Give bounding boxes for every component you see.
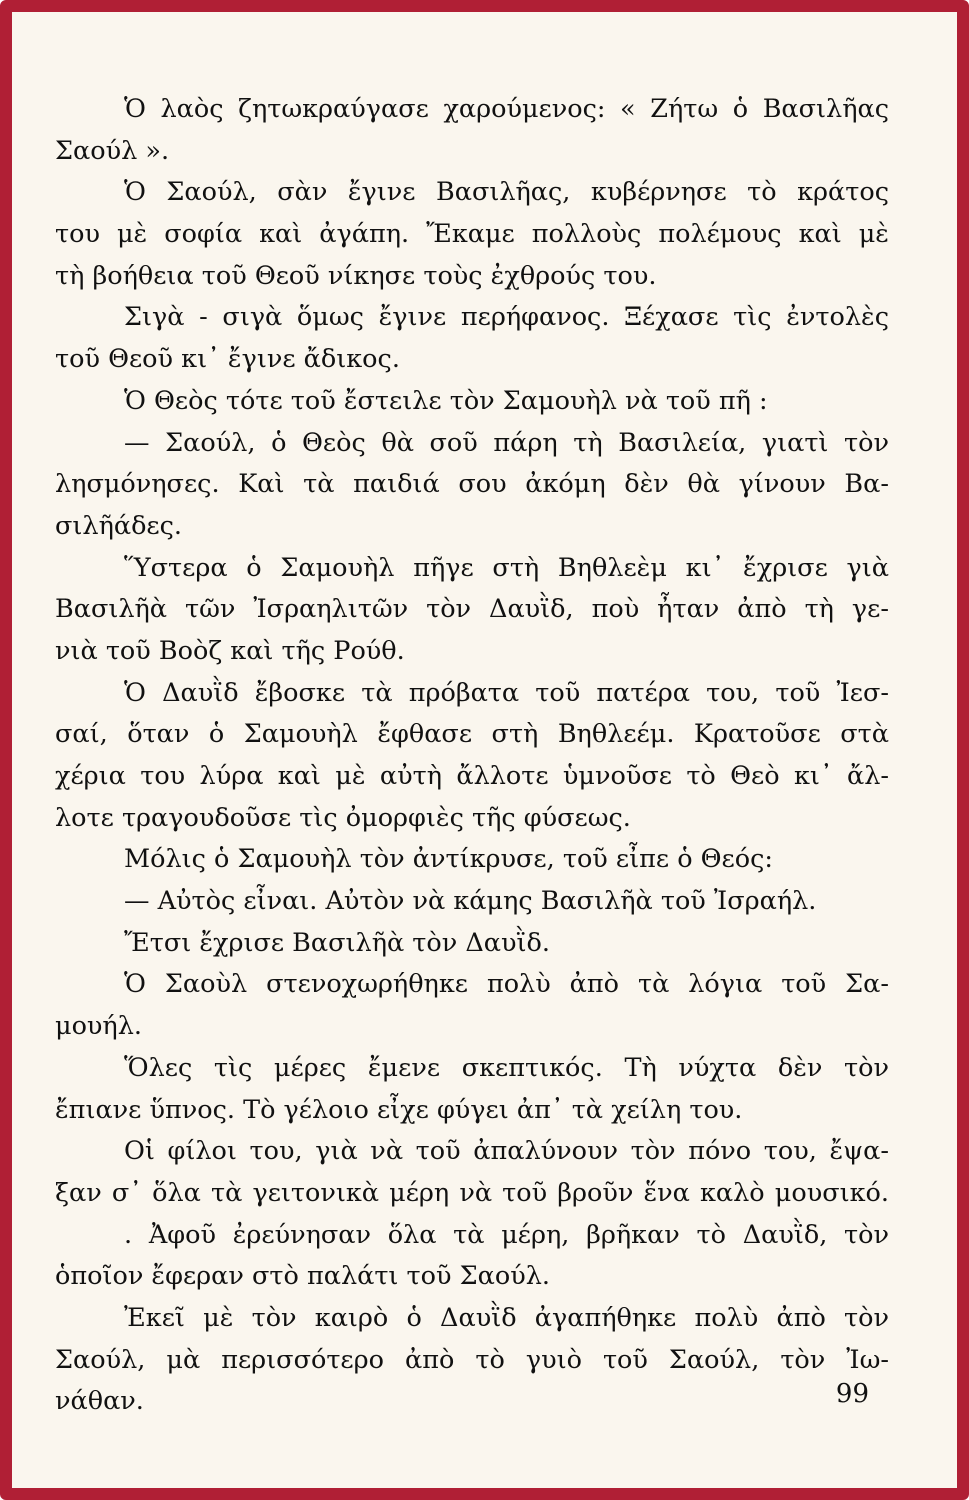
text-line: νάθαν. — [55, 1386, 144, 1417]
text-line: νιὰ τοῦ Βοὸζ καὶ τῆς Ρούθ. — [55, 635, 405, 666]
text-line: χέρια του λύρα καὶ μὲ αὐτὴ ἄλλοτε ὑμνοῦσε τὸ Θεὸ κι᾽ ἄλ- — [55, 761, 889, 791]
text-line: Ὁ Δαυῒδ ἔβοσκε τὰ πρόβατα τοῦ πατέρα του, τοῦ Ἰεσ- — [124, 677, 889, 708]
page-number: 99 — [835, 1379, 869, 1409]
text-line: Βασιλῆὰ τῶν Ἰσραηλιτῶν τὸν Δαυῒδ, ποὺ ἦταν ἀπὸ τὴ γε- — [55, 594, 889, 625]
text-line: Ἐκεῖ μὲ τὸν καιρὸ ὁ Δαυῒδ ἀγαπήθηκε πολὺ ἀπὸ τὸν — [124, 1302, 889, 1333]
text-line: ἔπιανε ὕπνος. Τὸ γέλοιο εἶχε φύγει ἀπ᾽ τὰ χείλη του. — [55, 1094, 743, 1125]
text-line: — Σαούλ, ὁ Θεὸς θὰ σοῦ πάρη τὴ Βασιλεία, γιατὶ τὸν — [124, 427, 889, 458]
text-line: Ἔτσι ἔχρισε Βασιλῆὰ τὸν Δαυῒδ. — [124, 927, 550, 958]
text-line: Ὁ Σαούλ, σὰν ἔγινε Βασιλῆας, κυβέρνησε τὸ κράτος — [124, 177, 889, 208]
text-line: Ὁ λαὸς ζητωκραύγασε χαρούμενος: « Ζήτω ὁ Βασιλῆας — [124, 94, 889, 124]
text-line: Οἱ φίλοι του, γιὰ νὰ τοῦ ἀπαλύνουν τὸν πόνο του, ἔψα- — [124, 1136, 889, 1167]
text-line: ὁποῖον ἔφεραν στὸ παλάτι τοῦ Σαούλ. — [55, 1261, 550, 1292]
text-line: Ὕστερα ὁ Σαμουὴλ πῆγε στὴ Βηθλεὲμ κι᾽ ἔχρισε γιὰ — [124, 552, 889, 583]
text-line: Σιγὰ - σιγὰ ὅμως ἔγινε περήφανος. Ξέχασε τὶς ἐντολὲς — [124, 302, 889, 333]
text-line: σαί, ὅταν ὁ Σαμουὴλ ἔφθασε στὴ Βηθλεέμ. Κρατοῦσε στὰ — [55, 719, 889, 750]
text-line: μουήλ. — [55, 1011, 142, 1042]
text-line: ξαν σ᾽ ὅλα τὰ γειτονικὰ μέρη νὰ τοῦ βροῦν ἕνα καλὸ μουσικό. — [55, 1177, 889, 1208]
text-line: Ὅλες τὶς μέρες ἔμενε σκεπτικός. Τὴ νύχτα δὲν τὸν — [124, 1052, 889, 1083]
text-line: Ὁ Σαοὺλ στενοχωρήθηκε πολὺ ἀπὸ τὰ λόγια τοῦ Σα- — [124, 969, 889, 1000]
text-line: τὴ βοήθεια τοῦ Θεοῦ νίκησε τοὺς ἐχθρούς του. — [55, 260, 657, 291]
text-line: λησμόνησες. Καὶ τὰ παιδιά σου ἀκόμη δὲν θὰ γίνουν Βα- — [55, 469, 889, 500]
text-line: λοτε τραγουδοῦσε τὶς ὀμορφιὲς τῆς φύσεως. — [55, 802, 631, 833]
text-line: Μόλις ὁ Σαμουὴλ τὸν ἀντίκρυσε, τοῦ εἶπε ὁ Θεός: — [124, 844, 773, 875]
text-line: του μὲ σοφία καὶ ἀγάπη. Ἔκαμε πολλοὺς πολέμους καὶ μὲ — [55, 219, 889, 250]
text-line: . Ἀφοῦ ἐρεύνησαν ὅλα τὰ μέρη, βρῆκαν τὸ Δαυῒδ, τὸν — [124, 1219, 889, 1250]
text-line: Σαούλ, μὰ περισσότερο ἀπὸ τὸ γυιὸ τοῦ Σαούλ, τὸν Ἰω- — [55, 1344, 889, 1375]
text-line: τοῦ Θεοῦ κι᾽ ἔγινε ἄδικος. — [55, 344, 400, 375]
page-text — [55, 89, 889, 1423]
text-line: — Αὐτὸς εἶναι. Αὐτὸν νὰ κάμης Βασιλῆὰ τοῦ Ἰσραήλ. — [124, 886, 817, 917]
text-line: Ὁ Θεὸς τότε τοῦ ἔστειλε τὸν Σαμουὴλ νὰ τοῦ πῆ : — [124, 385, 768, 416]
text-line: Σαούλ ». — [55, 135, 170, 166]
text-line: σιλῆάδες. — [55, 510, 183, 541]
